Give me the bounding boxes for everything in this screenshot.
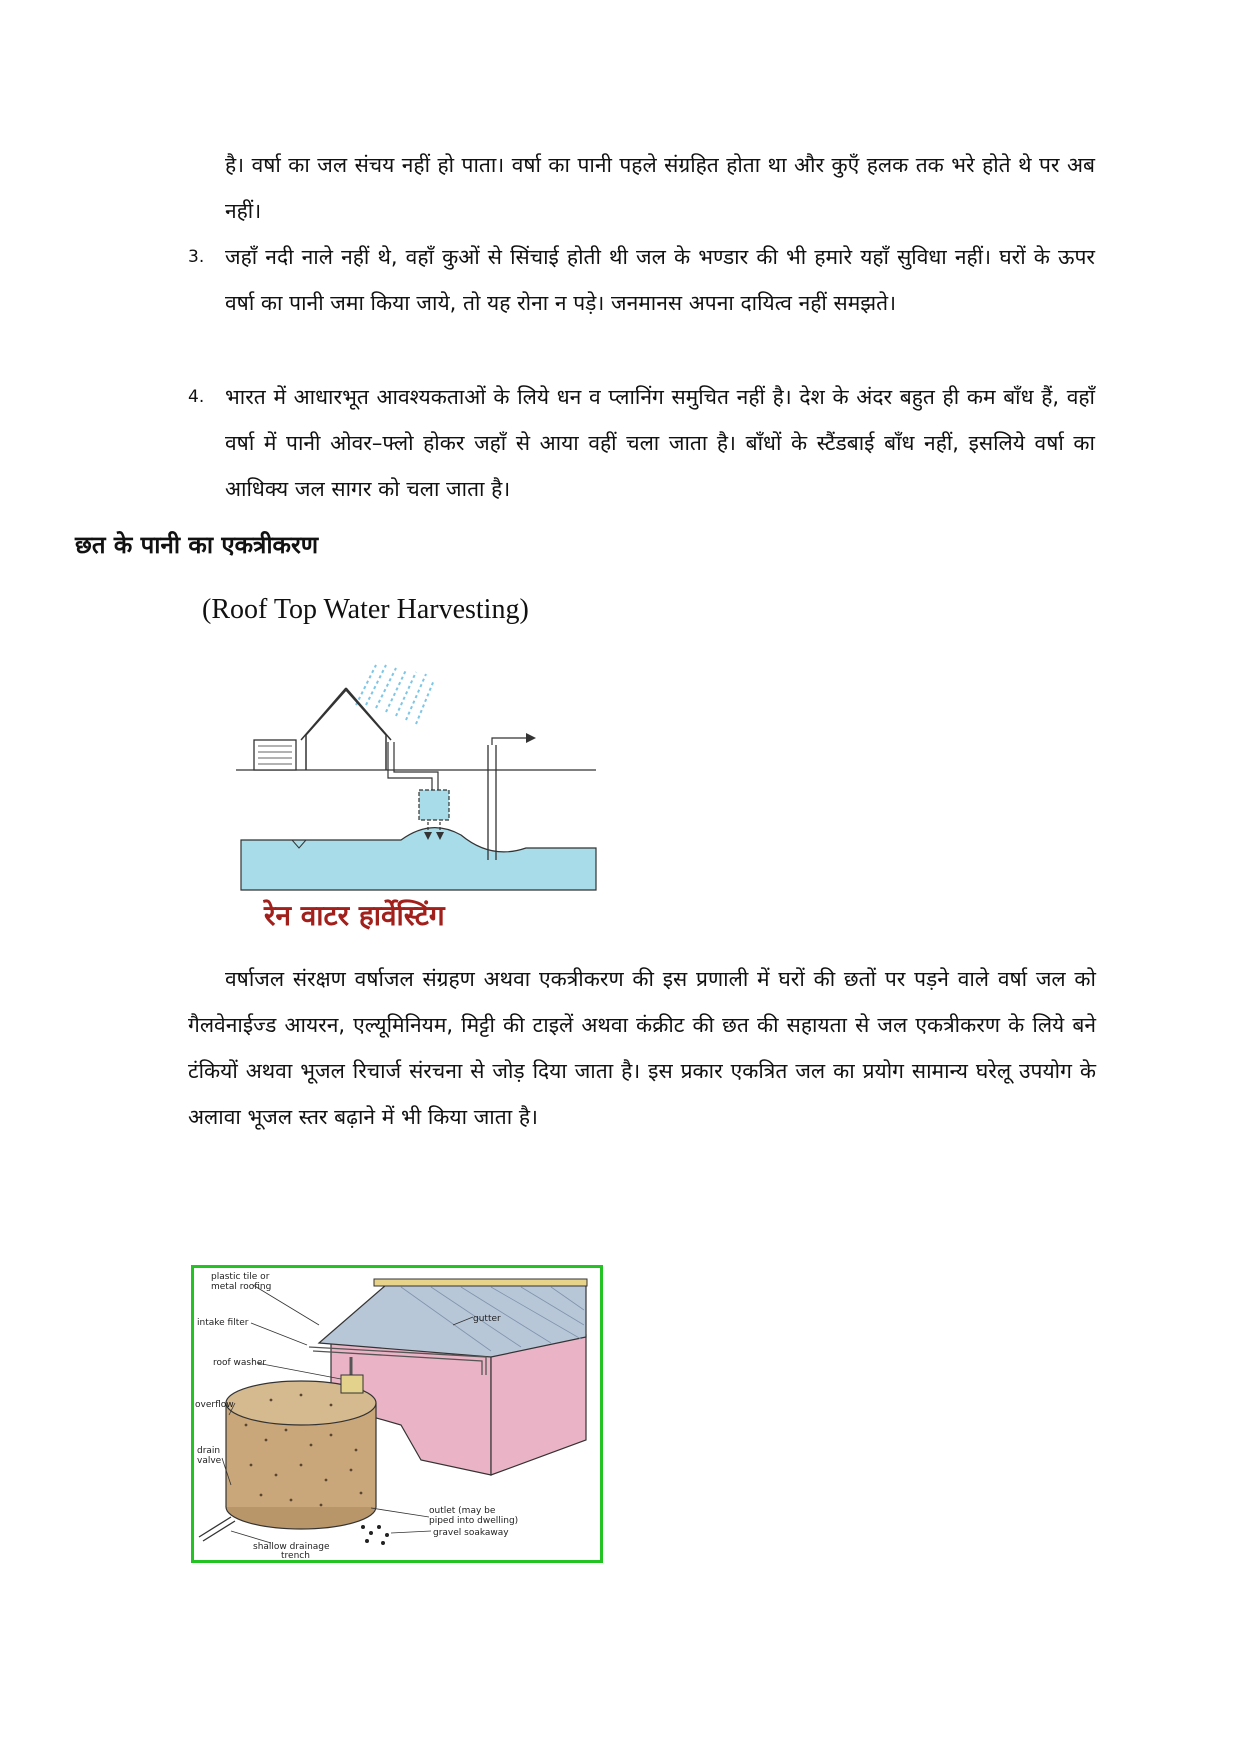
roof-tank-diagram xyxy=(191,1265,603,1563)
label-drain-1: drain xyxy=(197,1446,221,1456)
section-subheading: (Roof Top Water Harvesting) xyxy=(202,594,529,625)
label-outlet-2: piped into dwelling) xyxy=(429,1516,519,1526)
section-heading: छत के पानी का एकत्रीकरण xyxy=(75,531,319,559)
label-trench-1: shallow drainage xyxy=(253,1542,330,1552)
rainwater-harvesting-diagram xyxy=(226,650,611,940)
label-gravel-soakaway: gravel soakaway xyxy=(433,1528,509,1538)
diagram-caption: रेन वाटर हार्वेस्टिंग xyxy=(264,899,445,932)
label-intake-filter: intake filter xyxy=(197,1318,249,1328)
label-roofing-2: metal roofing xyxy=(211,1282,272,1292)
list-text: जहाँ नदी नाले नहीं थे, वहाँ कुओं से सिंचाई होती थी जल के भण्डार की भी हमारे यहाँ सुविधा नहीं। घरों के ऊपर वर्षा का पानी जमा किया जाये, तो यह रोना न पड़े। जनमानस अपना दायित्व नहीं समझते। xyxy=(225,245,1095,315)
continuation-paragraph: है। वर्षा का जल संचय नहीं हो पाता। वर्षा का पानी पहले संग्रहित होता था और कुएँ हलक तक भरे होते थे पर अब नहीं। xyxy=(225,153,1095,223)
list-number: 3. xyxy=(188,247,205,267)
list-number: 4. xyxy=(188,387,205,407)
label-drain-2: valve xyxy=(197,1456,222,1466)
list-text: भारत में आधारभूत आवश्यकताओं के लिये धन व प्लानिंग समुचित नहीं है। देश के अंदर बहुत ही कम बाँध हैं, वहाँ वर्षा में पानी ओवर–फ्लो होकर जहाँ से आया वहीं चला जाता है। बाँधों के स्टैंडबाई बाँध नहीं, इसलिये वर्षा का आधिक्य जल सागर को चला जाता है। xyxy=(225,385,1095,501)
label-outlet-1: outlet (may be xyxy=(429,1506,496,1516)
label-roof-washer: roof washer xyxy=(213,1358,267,1368)
body-paragraph: वर्षाजल संरक्षण वर्षाजल संग्रहण अथवा एकत्रीकरण की इस प्रणाली में घरों की छतों पर पड़ने वाले वर्षा जल को गैलवेनाईज्ड आयरन, एल्यूमिनियम, मिट्टी की टाइलें अथवा कंक्रीट की छत की सहायता से जल एकत्रीकरण के लिये बने टंकियों अथवा भूजल रिचार्ज संरचना से जोड़ दिया जाता है। इस प्रकार एकत्रित जल का प्रयोग सामान्य घरेलू उपयोग के अलावा भूजल स्तर बढ़ाने में भी किया जाता है। xyxy=(188,967,1096,1129)
label-trench-2: trench xyxy=(281,1551,310,1561)
label-gutter: gutter xyxy=(473,1314,501,1324)
label-roofing-1: plastic tile or xyxy=(211,1272,270,1282)
label-overflow: overflow xyxy=(195,1400,234,1410)
